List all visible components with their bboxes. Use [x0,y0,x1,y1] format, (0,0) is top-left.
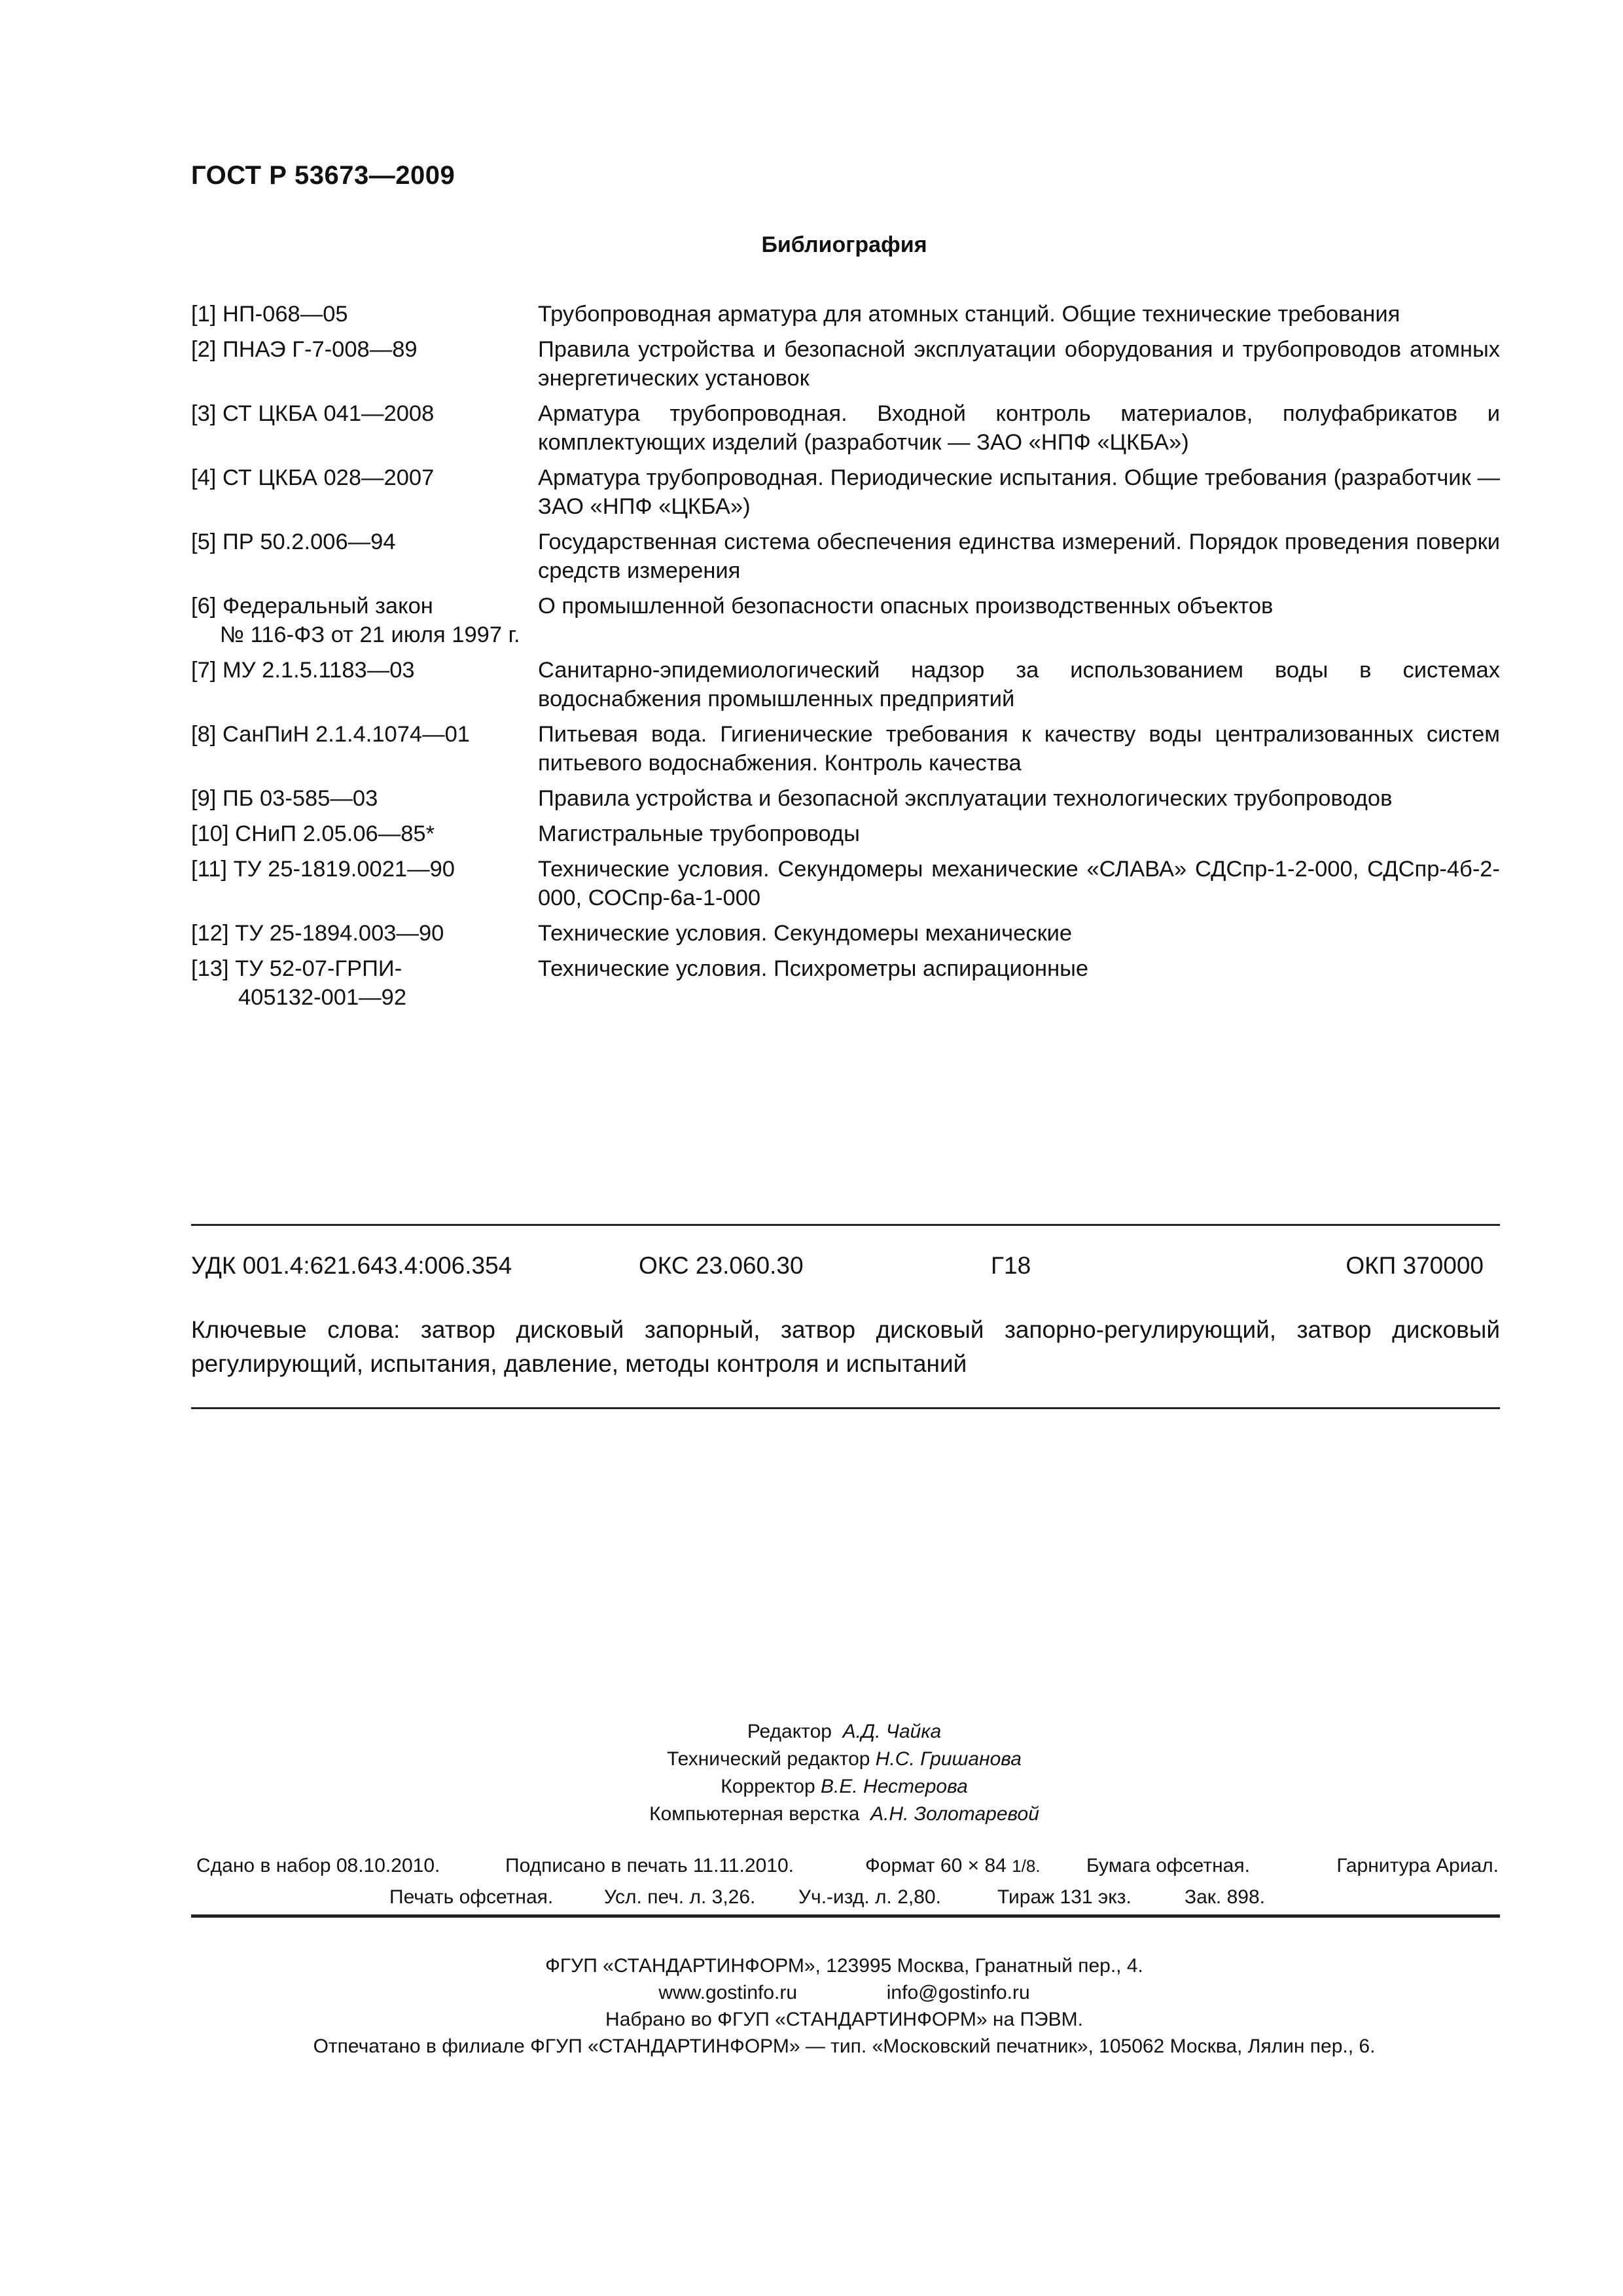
credit-person: В.Е. Нестерова [821,1776,968,1797]
bib-ref: [5] ПР 50.2.006—94 [191,529,396,554]
bib-ref-line2: 405132-001—92 [238,985,407,1010]
bib-entry-12 [191,919,1500,948]
divider-bottom [191,1914,1500,1918]
bib-desc: Питьевая вода. Гигиенические требования к качеству воды централизованных систем питьевого водоснабжения. Контроль качества [538,722,1500,776]
print-info-row-1 [196,1852,1499,1884]
bib-entry-2 [191,335,1500,393]
bib-desc: Технические условия. Психрометры аспирационные [538,956,1089,981]
bib-entry-7 [191,656,1500,713]
conventional-sheets: Усл. печ. л. 3,26. [604,1886,756,1908]
bib-ref: [8] СанПиН 2.1.4.1074—01 [191,722,470,747]
publisher-printed: Отпечатано в филиале ФГУП «СТАНДАРТИНФОРМ» — тип. «Московский печатник», 105062 Москва, Лялин пер., 6. [313,2036,1376,2057]
bib-ref: [11] ТУ 25-1819.0021—90 [191,857,455,882]
bib-desc: Правила устройства и безопасной эксплуатации технологических трубопроводов [538,786,1393,811]
format-prefix: Формат 60 [865,1855,963,1876]
bib-ref-line2: № 116-ФЗ от 21 июля 1997 г. [220,622,520,647]
document-code: ГОСТ Р 53673—2009 [191,161,455,190]
credits [0,1718,1623,1828]
bib-ref: [1] НП-068—05 [191,302,348,327]
bib-entry-9 [191,784,1500,813]
oks-code: ОКС 23.060.30 [639,1252,804,1279]
bib-entry-6 [191,592,1500,649]
order-number: Зак. 898. [1185,1886,1265,1908]
signed-date: Подписано в печать 11.11.2010. [505,1855,794,1876]
publisher-email: info@gostinfo.ru [886,1982,1030,2003]
bib-entry-3 [191,399,1500,457]
bib-ref: [10] СНиП 2.05.06—85* [191,821,435,846]
publisher-contacts [0,1979,1623,2006]
bib-ref: [12] ТУ 25-1894.003—90 [191,921,444,946]
publisher-info [0,1952,1623,2060]
bibliography-title: Библиография [761,232,927,257]
bib-desc: Магистральные трубопроводы [538,821,860,846]
credit-label: Корректор [721,1776,815,1797]
print-info-row-2 [196,1884,1499,1915]
bib-ref: [3] СТ ЦКБА 041—2008 [191,401,435,426]
sent-date: Сдано в набор 08.10.2010. [196,1855,440,1876]
bib-ref: [4] СТ ЦКБА 028—2007 [191,465,435,490]
bib-ref [191,954,538,1012]
format-fraction: 1/8. [1012,1856,1041,1876]
bib-desc: Арматура трубопроводная. Входной контроль материалов, полуфабрикатов и комплектующих изделий (разработчик — ЗАО «НПФ «ЦКБА») [538,401,1500,455]
credit-layout [0,1801,1623,1828]
bib-entry-1 [191,300,1500,329]
print-info [196,1852,1499,1915]
bib-desc: Трубопроводная арматура для атомных станций. Общие технические требования [538,302,1400,327]
g-code: Г18 [991,1252,1031,1279]
bib-ref [191,592,538,649]
bib-entry-4 [191,463,1500,521]
bib-ref-line1: [13] ТУ 52-07-ГРПИ- [191,956,402,981]
udk-code: УДК 001.4:621.643.4:006.354 [191,1252,512,1279]
credit-editor [0,1718,1623,1746]
bib-ref: [2] ПНАЭ Г-7-008—89 [191,337,418,362]
credit-label: Редактор [747,1721,832,1742]
bib-entry-13 [191,954,1500,1012]
bib-desc: Государственная система обеспечения единства измерений. Порядок проведения поверки средств измерения [538,529,1500,583]
bibliography-list [191,300,1500,1018]
bib-ref: [7] МУ 2.1.5.1183—03 [191,658,415,683]
bib-desc: Арматура трубопроводная. Периодические испытания. Общие требования (разработчик — ЗАО «НПФ «ЦКБА») [538,465,1500,519]
divider-top [191,1224,1500,1226]
keywords: Ключевые слова: затвор дисковый запорный, затвор дисковый запорно-регулирующий, затвор дисковый регулирующий, испытания, давление, методы контроля и испытаний [191,1316,1500,1377]
bib-desc: Санитарно-эпидемиологический надзор за использованием воды в системах водоснабжения промышленных предприятий [538,658,1500,711]
bib-entry-11 [191,855,1500,912]
credit-corrector [0,1773,1623,1801]
print-type: Печать офсетная. [389,1886,554,1908]
bib-desc: Технические условия. Секундомеры механические «СЛАВА» СДСпр-1-2-000, СДСпр-4б-2-000, СОСпр-6а-1-000 [538,857,1500,910]
format-times: × [967,1855,980,1876]
bib-entry-10 [191,819,1500,848]
credit-label: Компьютерная верстка [649,1803,860,1825]
font-type: Гарнитура Ариал. [1336,1855,1499,1876]
publisher-address: ФГУП «СТАНДАРТИНФОРМ», 123995 Москва, Гранатный пер., 4. [545,1955,1143,1977]
credit-label: Технический редактор [667,1748,870,1770]
publishing-sheets: Уч.-изд. л. 2,80. [798,1886,941,1908]
bib-entry-8 [191,720,1500,778]
credit-person: Н.С. Гришанова [875,1748,1022,1770]
bib-desc: Технические условия. Секундомеры механические [538,921,1073,946]
okp-code: ОКП 370000 [1346,1252,1484,1279]
bib-entry-5 [191,528,1500,585]
paper-type: Бумага офсетная. [1086,1855,1250,1876]
credit-tech-editor [0,1746,1623,1773]
format [865,1852,1041,1880]
publisher-website: www.gostinfo.ru [658,1982,798,2003]
bib-ref-line1: [6] Федеральный закон [191,594,433,619]
credit-person: А.Д. Чайка [842,1721,942,1742]
bib-desc: Правила устройства и безопасной эксплуатации оборудования и трубопроводов атомных энергетических установок [538,337,1500,391]
circulation: Тираж 131 экз. [997,1886,1132,1908]
format-number: 84 [984,1855,1007,1876]
credit-person: А.Н. Золотаревой [870,1803,1039,1825]
publisher-typeset: Набрано во ФГУП «СТАНДАРТИНФОРМ» на ПЭВМ. [605,2009,1083,2030]
bib-ref: [9] ПБ 03-585—03 [191,786,378,811]
divider-keywords [191,1407,1500,1409]
bib-desc: О промышленной безопасности опасных производственных объектов [538,594,1274,619]
